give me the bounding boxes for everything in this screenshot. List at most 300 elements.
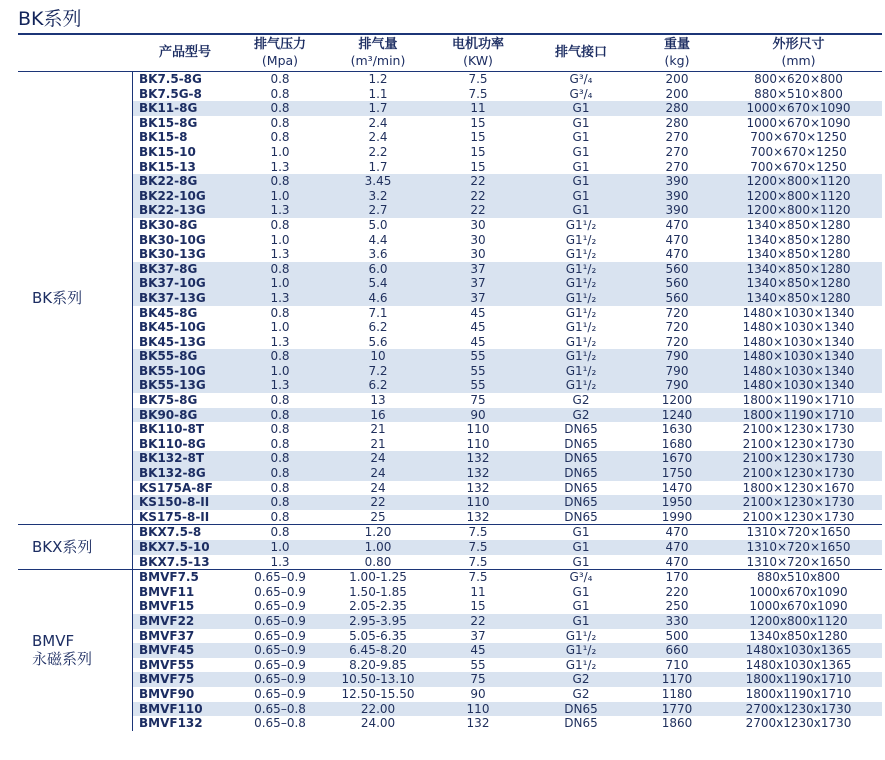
port-cell: G1¹/₂ xyxy=(565,320,597,335)
pressure-cell: 0.8 xyxy=(270,407,290,422)
table-row xyxy=(133,378,882,393)
power-cell: 75 xyxy=(470,393,486,408)
pressure-cell: 1.3 xyxy=(270,334,290,349)
flow-cell: 2.7 xyxy=(368,203,388,218)
flow-cell: 2.4 xyxy=(368,130,388,145)
table-row xyxy=(133,702,882,717)
flow-cell: 4.4 xyxy=(368,232,388,247)
pressure-cell: 0.8 xyxy=(270,495,290,510)
flow-cell: 6.45-8.20 xyxy=(349,643,407,658)
table-row xyxy=(133,451,882,466)
power-cell: 37 xyxy=(470,628,486,643)
model-cell: KS175A-8F xyxy=(139,480,213,495)
port-cell: G1¹/₂ xyxy=(565,363,597,378)
model-cell: BK22-10G xyxy=(139,188,206,203)
model-cell: BK37-10G xyxy=(139,276,206,291)
dimensions-cell: 1200×800×1120 xyxy=(746,188,851,203)
pressure-cell: 0.65–0.9 xyxy=(254,599,306,614)
model-cell: BK15-10 xyxy=(139,144,196,159)
table-row xyxy=(133,262,882,277)
series-label xyxy=(18,570,133,731)
power-cell: 110 xyxy=(466,495,490,510)
power-cell: 30 xyxy=(470,232,486,247)
port-cell: G1 xyxy=(572,101,590,116)
power-cell: 30 xyxy=(470,217,486,232)
model-cell: BK110-8G xyxy=(139,436,206,451)
power-cell: 37 xyxy=(470,261,486,276)
port-cell: G1 xyxy=(572,525,590,540)
weight-cell: 500 xyxy=(665,628,689,643)
table-row xyxy=(133,716,882,731)
port-cell: G1¹/₂ xyxy=(565,217,597,232)
table-row xyxy=(133,335,882,350)
power-cell: 7.5 xyxy=(468,570,488,585)
dimensions-cell: 1800×1190×1710 xyxy=(742,393,855,408)
flow-cell: 2.2 xyxy=(368,144,388,159)
flow-cell: 5.4 xyxy=(368,276,388,291)
dimensions-cell: 1800×1190×1710 xyxy=(742,407,855,422)
power-cell: 37 xyxy=(470,276,486,291)
model-cell: BMVF45 xyxy=(139,643,195,658)
weight-cell: 470 xyxy=(665,540,689,554)
dimensions-cell: 1480×1030×1340 xyxy=(742,349,855,364)
model-cell: BK7.5G-8 xyxy=(139,86,202,101)
flow-cell: 22 xyxy=(370,495,386,510)
table-row xyxy=(133,306,882,321)
model-cell: BK7.5-8G xyxy=(139,72,202,86)
flow-cell: 22.00 xyxy=(360,701,396,716)
header-weight-unit: (kg) xyxy=(664,53,690,68)
port-cell: G1¹/₂ xyxy=(565,290,597,305)
weight-cell: 390 xyxy=(665,188,689,203)
header-port xyxy=(523,35,639,71)
model-cell: KS175-8-II xyxy=(139,509,210,524)
power-cell: 7.5 xyxy=(468,554,488,569)
flow-cell: 1.2 xyxy=(368,72,388,86)
model-cell: BK30-8G xyxy=(139,217,198,232)
power-cell: 15 xyxy=(470,115,486,130)
dimensions-cell: 2100×1230×1730 xyxy=(742,422,855,437)
dimensions-cell: 880×510×800 xyxy=(754,86,843,101)
flow-cell: 1.7 xyxy=(368,159,388,174)
weight-cell: 560 xyxy=(665,261,689,276)
weight-cell: 470 xyxy=(665,217,689,232)
dimensions-cell: 700×670×1250 xyxy=(750,159,847,174)
pressure-cell: 0.8 xyxy=(270,115,290,130)
flow-cell: 25 xyxy=(370,509,386,524)
port-cell: G2 xyxy=(572,672,590,687)
header-power-unit: (KW) xyxy=(463,53,493,68)
dimensions-cell: 2100×1230×1730 xyxy=(742,466,855,481)
weight-cell: 390 xyxy=(665,203,689,218)
flow-cell: 7.1 xyxy=(368,305,388,320)
table-row xyxy=(133,599,882,614)
power-cell: 55 xyxy=(470,657,486,672)
power-cell: 7.5 xyxy=(468,525,488,540)
flow-cell: 6.0 xyxy=(368,261,388,276)
weight-cell: 470 xyxy=(665,247,689,262)
power-cell: 37 xyxy=(470,290,486,305)
power-cell: 15 xyxy=(470,130,486,145)
power-cell: 75 xyxy=(470,672,486,687)
table-row xyxy=(133,145,882,160)
weight-cell: 200 xyxy=(665,86,689,101)
power-cell: 15 xyxy=(470,159,486,174)
dimensions-cell: 1480×1030×1340 xyxy=(742,334,855,349)
weight-cell: 270 xyxy=(665,159,689,174)
port-cell: G1 xyxy=(572,584,590,599)
port-cell: G1 xyxy=(572,115,590,130)
port-cell: G³/₄ xyxy=(569,72,593,86)
dimensions-cell: 1000x670x1090 xyxy=(749,584,848,599)
table-row xyxy=(133,218,882,233)
power-cell: 30 xyxy=(470,247,486,262)
port-cell: DN65 xyxy=(564,436,598,451)
header-model xyxy=(133,35,237,71)
dimensions-cell: 1340×850×1280 xyxy=(746,276,851,291)
table-row xyxy=(133,687,882,702)
flow-cell: 7.2 xyxy=(368,363,388,378)
pressure-cell: 0.8 xyxy=(270,509,290,524)
model-cell: BMVF7.5 xyxy=(139,570,199,585)
pressure-cell: 0.8 xyxy=(270,72,290,86)
pressure-cell: 1.0 xyxy=(270,232,290,247)
port-cell: G1¹/₂ xyxy=(565,276,597,291)
flow-cell: 1.20 xyxy=(364,525,392,540)
flow-cell: 2.4 xyxy=(368,115,388,130)
table-row xyxy=(133,570,882,585)
flow-cell: 13 xyxy=(370,393,386,408)
weight-cell: 250 xyxy=(665,599,689,614)
pressure-cell: 0.8 xyxy=(270,436,290,451)
header-pressure xyxy=(237,35,323,71)
table-row xyxy=(133,349,882,364)
pressure-cell: 0.8 xyxy=(270,525,290,540)
model-cell: BK37-13G xyxy=(139,290,206,305)
power-cell: 45 xyxy=(470,334,486,349)
table-row xyxy=(133,174,882,189)
model-cell: BMVF22 xyxy=(139,613,195,628)
power-cell: 55 xyxy=(470,363,486,378)
flow-cell: 2.95-3.95 xyxy=(349,613,407,628)
model-cell: BK132-8G xyxy=(139,466,206,481)
header-dimensions xyxy=(715,35,882,71)
port-cell: G1¹/₂ xyxy=(565,349,597,364)
pressure-cell: 0.8 xyxy=(270,349,290,364)
flow-cell: 1.00-1.25 xyxy=(349,570,407,585)
flow-cell: 10.50-13.10 xyxy=(341,672,415,687)
model-cell: BK11-8G xyxy=(139,101,198,116)
flow-cell: 1.00 xyxy=(364,540,392,554)
dimensions-cell: 1800x1190x1710 xyxy=(745,686,852,701)
table-row xyxy=(133,629,882,644)
port-cell: G1¹/₂ xyxy=(565,378,597,393)
series-rows xyxy=(133,72,882,524)
model-cell: BK30-10G xyxy=(139,232,206,247)
port-cell: G1 xyxy=(572,130,590,145)
power-cell: 22 xyxy=(470,203,486,218)
port-cell: G1¹/₂ xyxy=(565,232,597,247)
dimensions-cell: 2100×1230×1730 xyxy=(742,451,855,466)
series-label-line: BKX系列 xyxy=(32,538,93,557)
flow-cell: 10 xyxy=(370,349,386,364)
dimensions-cell: 1000x670x1090 xyxy=(749,599,848,614)
spec-table xyxy=(18,33,882,731)
dimensions-cell: 1310×720×1650 xyxy=(746,554,851,569)
series-group xyxy=(18,72,882,525)
power-cell: 22 xyxy=(470,613,486,628)
table-row xyxy=(133,276,882,291)
weight-cell: 470 xyxy=(665,232,689,247)
pressure-cell: 0.65–0.9 xyxy=(254,672,306,687)
table-row xyxy=(133,614,882,629)
table-body xyxy=(18,72,882,731)
model-cell: BK55-8G xyxy=(139,349,198,364)
table-row xyxy=(133,437,882,452)
weight-cell: 470 xyxy=(665,554,689,569)
header-dims-unit: (mm) xyxy=(781,53,816,68)
pressure-cell: 0.65–0.9 xyxy=(254,613,306,628)
pressure-cell: 0.8 xyxy=(270,466,290,481)
model-cell: BMVF15 xyxy=(139,599,195,614)
table-row xyxy=(133,555,882,570)
model-cell: BKX7.5-10 xyxy=(139,540,210,554)
weight-cell: 1680 xyxy=(661,436,693,451)
pressure-cell: 0.65–0.8 xyxy=(254,716,306,731)
table-row xyxy=(133,160,882,175)
port-cell: G1¹/₂ xyxy=(565,334,597,349)
table-row xyxy=(133,585,882,600)
model-cell: BK22-8G xyxy=(139,174,198,189)
flow-cell: 24 xyxy=(370,466,386,481)
power-cell: 22 xyxy=(470,188,486,203)
dimensions-cell: 1000×670×1090 xyxy=(746,115,851,130)
flow-cell: 16 xyxy=(370,407,386,422)
power-cell: 15 xyxy=(470,144,486,159)
dimensions-cell: 1200x800x1120 xyxy=(749,613,848,628)
dimensions-cell: 1340×850×1280 xyxy=(746,247,851,262)
pressure-cell: 0.65–0.9 xyxy=(254,686,306,701)
dimensions-cell: 1340×850×1280 xyxy=(746,261,851,276)
power-cell: 7.5 xyxy=(468,540,488,554)
dimensions-cell: 1800×1230×1670 xyxy=(742,480,855,495)
pressure-cell: 0.8 xyxy=(270,101,290,116)
port-cell: G³/₄ xyxy=(569,570,593,585)
dimensions-cell: 1480×1030×1340 xyxy=(742,305,855,320)
pressure-cell: 0.65–0.9 xyxy=(254,628,306,643)
pressure-cell: 0.8 xyxy=(270,130,290,145)
header-weight-label: 重量 xyxy=(663,37,690,52)
series-rows xyxy=(133,525,882,569)
header-flow xyxy=(323,35,433,71)
flow-cell: 5.05-6.35 xyxy=(349,628,407,643)
pressure-cell: 1.3 xyxy=(270,247,290,262)
port-cell: DN65 xyxy=(564,495,598,510)
table-row xyxy=(133,481,882,496)
dimensions-cell: 1480×1030×1340 xyxy=(742,378,855,393)
header-power-label: 电机功率 xyxy=(451,37,504,52)
dimensions-cell: 800×620×800 xyxy=(754,72,843,86)
model-cell: BK22-13G xyxy=(139,203,206,218)
pressure-cell: 1.3 xyxy=(270,378,290,393)
port-cell: G1 xyxy=(572,174,590,189)
pressure-cell: 1.3 xyxy=(270,159,290,174)
dimensions-cell: 1200×800×1120 xyxy=(746,174,851,189)
flow-cell: 21 xyxy=(370,422,386,437)
table-row xyxy=(133,203,882,218)
model-cell: BK37-8G xyxy=(139,261,198,276)
flow-cell: 24 xyxy=(370,451,386,466)
table-row xyxy=(133,101,882,116)
power-cell: 7.5 xyxy=(468,86,488,101)
model-cell: BMVF110 xyxy=(139,701,203,716)
weight-cell: 270 xyxy=(665,130,689,145)
header-port-label: 排气接口 xyxy=(554,45,607,60)
weight-cell: 1860 xyxy=(661,716,693,731)
table-row xyxy=(133,422,882,437)
flow-cell: 3.2 xyxy=(368,188,388,203)
model-cell: BK30-13G xyxy=(139,247,206,262)
power-cell: 110 xyxy=(466,436,490,451)
power-cell: 45 xyxy=(470,305,486,320)
power-cell: 132 xyxy=(466,480,490,495)
pressure-cell: 0.8 xyxy=(270,261,290,276)
model-cell: BK15-13 xyxy=(139,159,196,174)
power-cell: 132 xyxy=(466,509,490,524)
weight-cell: 1180 xyxy=(661,686,693,701)
pressure-cell: 1.3 xyxy=(270,554,290,569)
dimensions-cell: 1480x1030x1365 xyxy=(745,643,852,658)
flow-cell: 5.6 xyxy=(368,334,388,349)
pressure-cell: 0.65–0.9 xyxy=(254,643,306,658)
weight-cell: 1950 xyxy=(661,495,693,510)
series-group xyxy=(18,570,882,731)
port-cell: G1 xyxy=(572,159,590,174)
table-row xyxy=(133,291,882,306)
port-cell: G2 xyxy=(572,393,590,408)
table-row xyxy=(133,408,882,423)
weight-cell: 1200 xyxy=(661,393,693,408)
header-dims-label: 外形尺寸 xyxy=(772,37,825,52)
dimensions-cell: 700×670×1250 xyxy=(750,144,847,159)
table-row xyxy=(133,643,882,658)
dimensions-cell: 1000×670×1090 xyxy=(746,101,851,116)
power-cell: 55 xyxy=(470,378,486,393)
pressure-cell: 0.65–0.9 xyxy=(254,657,306,672)
dimensions-cell: 2100×1230×1730 xyxy=(742,495,855,510)
weight-cell: 200 xyxy=(665,72,689,86)
power-cell: 110 xyxy=(466,701,490,716)
port-cell: G1 xyxy=(572,188,590,203)
model-cell: BMVF132 xyxy=(139,716,203,731)
dimensions-cell: 1800x1190x1710 xyxy=(745,672,852,687)
table-header xyxy=(18,35,882,72)
table-row xyxy=(133,130,882,145)
weight-cell: 710 xyxy=(665,657,689,672)
model-cell: BKX7.5-13 xyxy=(139,554,210,569)
table-row xyxy=(133,72,882,87)
weight-cell: 720 xyxy=(665,334,689,349)
dimensions-cell: 1310×720×1650 xyxy=(746,525,851,540)
table-row xyxy=(133,247,882,262)
port-cell: G1 xyxy=(572,554,590,569)
dimensions-cell: 1480x1030x1365 xyxy=(745,657,852,672)
header-series-col xyxy=(18,35,133,71)
table-row xyxy=(133,540,882,555)
flow-cell: 24 xyxy=(370,480,386,495)
flow-cell: 24.00 xyxy=(360,716,396,731)
dimensions-cell: 1340×850×1280 xyxy=(746,217,851,232)
port-cell: DN65 xyxy=(564,451,598,466)
dimensions-cell: 880x510x800 xyxy=(757,570,840,585)
model-cell: BMVF90 xyxy=(139,686,195,701)
port-cell: G1 xyxy=(572,540,590,554)
model-cell: BK110-8T xyxy=(139,422,205,437)
header-power xyxy=(433,35,523,71)
port-cell: G1¹/₂ xyxy=(565,247,597,262)
model-cell: KS150-8-II xyxy=(139,495,210,510)
model-cell: BMVF75 xyxy=(139,672,195,687)
weight-cell: 1670 xyxy=(661,451,693,466)
weight-cell: 790 xyxy=(665,349,689,364)
dimensions-cell: 2700x1230x1730 xyxy=(745,716,852,731)
dimensions-cell: 1340×850×1280 xyxy=(746,232,851,247)
port-cell: G1 xyxy=(572,613,590,628)
power-cell: 55 xyxy=(470,349,486,364)
power-cell: 11 xyxy=(470,101,486,116)
table-row xyxy=(133,495,882,510)
flow-cell: 5.0 xyxy=(368,217,388,232)
table-row xyxy=(133,87,882,102)
table-row xyxy=(133,189,882,204)
header-model-label: 产品型号 xyxy=(158,45,211,60)
pressure-cell: 0.65–0.8 xyxy=(254,701,306,716)
power-cell: 7.5 xyxy=(468,72,488,86)
port-cell: G1 xyxy=(572,144,590,159)
series-label-line: 永磁系列 xyxy=(32,650,93,669)
flow-cell: 21 xyxy=(370,436,386,451)
model-cell: BMVF11 xyxy=(139,584,195,599)
table-row xyxy=(133,116,882,131)
power-cell: 90 xyxy=(470,686,486,701)
dimensions-cell: 2100×1230×1730 xyxy=(742,436,855,451)
dimensions-cell: 1480×1030×1340 xyxy=(742,320,855,335)
pressure-cell: 1.0 xyxy=(270,363,290,378)
weight-cell: 280 xyxy=(665,115,689,130)
flow-cell: 12.50-15.50 xyxy=(341,686,415,701)
pressure-cell: 0.8 xyxy=(270,86,290,101)
flow-cell: 6.2 xyxy=(368,320,388,335)
pressure-cell: 1.0 xyxy=(270,540,290,554)
series-label-line: BK系列 xyxy=(32,289,83,308)
weight-cell: 390 xyxy=(665,174,689,189)
port-cell: G2 xyxy=(572,686,590,701)
page-title: BK系列 xyxy=(18,8,82,30)
weight-cell: 720 xyxy=(665,320,689,335)
pressure-cell: 0.8 xyxy=(270,393,290,408)
dimensions-cell: 2100×1230×1730 xyxy=(742,509,855,524)
power-cell: 90 xyxy=(470,407,486,422)
series-group xyxy=(18,525,882,570)
weight-cell: 170 xyxy=(665,570,689,585)
pressure-cell: 1.0 xyxy=(270,276,290,291)
power-cell: 110 xyxy=(466,422,490,437)
pressure-cell: 1.3 xyxy=(270,203,290,218)
model-cell: BMVF55 xyxy=(139,657,195,672)
weight-cell: 560 xyxy=(665,290,689,305)
flow-cell: 6.2 xyxy=(368,378,388,393)
model-cell: BK45-13G xyxy=(139,334,206,349)
